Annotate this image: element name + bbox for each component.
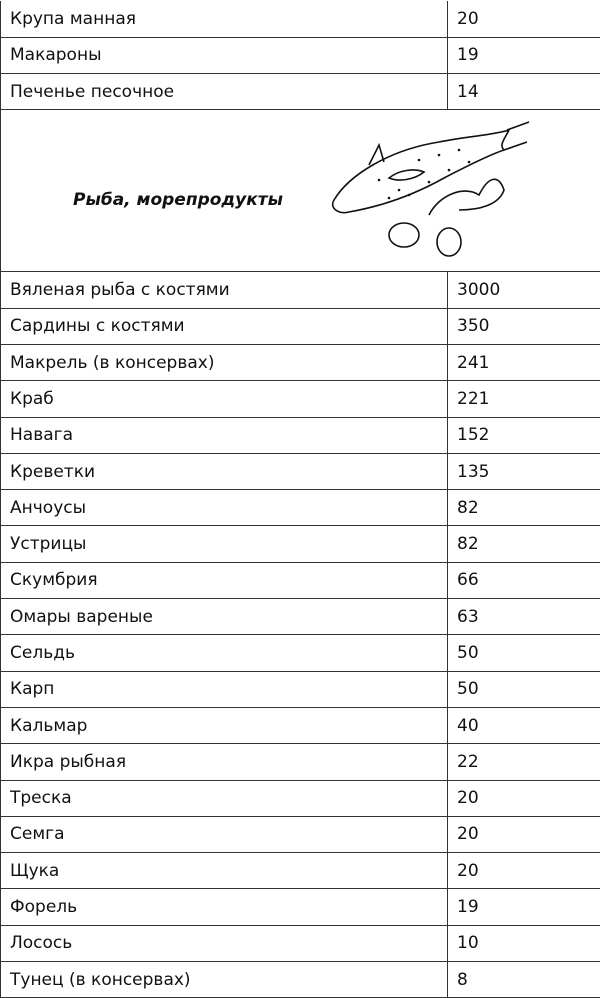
table-row [1,816,600,852]
item-value: 20 [448,816,600,852]
item-value: 63 [448,599,600,635]
item-name: Креветки [1,453,448,489]
item-value: 152 [448,417,600,453]
item-value: 50 [448,671,600,707]
item-value: 20 [448,1,600,37]
table-row [1,453,600,489]
item-name: Омары вареные [1,599,448,635]
item-name: Треска [1,780,448,816]
item-value: 221 [448,381,600,417]
food-table [0,1,600,998]
fish-seafood-icon [329,120,534,260]
table-row [1,272,600,308]
item-name: Сардины с костями [1,308,448,344]
section-header-row [1,110,600,272]
item-value: 350 [448,308,600,344]
item-name: Щука [1,853,448,889]
item-value: 40 [448,707,600,743]
table-row [1,308,600,344]
item-value: 14 [448,74,600,110]
table-row [1,344,600,380]
table-row [1,599,600,635]
item-name: Крупа манная [1,1,448,37]
item-name: Форель [1,889,448,925]
item-name: Сельдь [1,635,448,671]
item-name: Анчоусы [1,490,448,526]
item-name: Макрель (в консервах) [1,344,448,380]
table-row [1,74,600,110]
section-header-cell [1,110,600,272]
table-row [1,381,600,417]
item-value: 10 [448,925,600,961]
table-row [1,744,600,780]
item-name: Кальмар [1,707,448,743]
table-row [1,962,600,998]
table-row [1,925,600,961]
item-value: 19 [448,37,600,73]
item-value: 20 [448,853,600,889]
item-name: Лосось [1,925,448,961]
table-row [1,889,600,925]
table-row [1,853,600,889]
table-row [1,707,600,743]
table-row [1,417,600,453]
item-value: 82 [448,490,600,526]
item-name: Печенье песочное [1,74,448,110]
table-row [1,490,600,526]
item-value: 20 [448,780,600,816]
item-name: Икра рыбная [1,744,448,780]
table-row [1,780,600,816]
item-value: 19 [448,889,600,925]
item-name: Тунец (в консервах) [1,962,448,998]
item-name: Семга [1,816,448,852]
item-value: 135 [448,453,600,489]
item-value: 50 [448,635,600,671]
table-row [1,1,600,37]
table-row [1,562,600,598]
item-name: Навага [1,417,448,453]
table-row [1,37,600,73]
table-row [1,635,600,671]
item-name: Краб [1,381,448,417]
item-name: Скумбрия [1,562,448,598]
section-title: Рыба, морепродукты [73,190,283,210]
item-value: 3000 [448,272,600,308]
item-name: Макароны [1,37,448,73]
item-value: 8 [448,962,600,998]
table-row [1,671,600,707]
item-name: Устрицы [1,526,448,562]
table-row [1,526,600,562]
item-value: 22 [448,744,600,780]
item-name: Вяленая рыба с костями [1,272,448,308]
item-value: 82 [448,526,600,562]
item-value: 66 [448,562,600,598]
item-name: Карп [1,671,448,707]
item-value: 241 [448,344,600,380]
